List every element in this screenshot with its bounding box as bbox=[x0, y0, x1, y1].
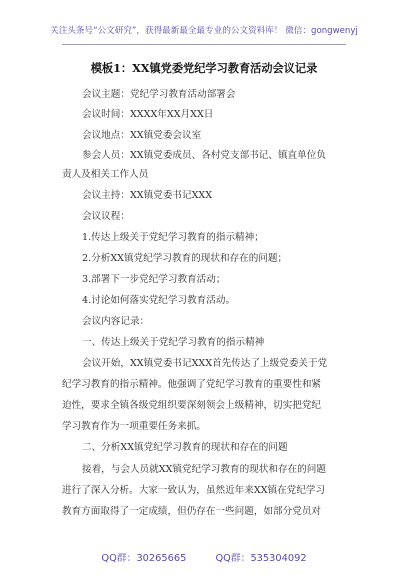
agenda-item-4: 4.讨论如何落实党纪学习教育活动。 bbox=[82, 295, 236, 306]
minutes-heading: 会议内容记录： bbox=[82, 316, 150, 327]
section-1-paragraph-line: 纪学习教育的指示精神。他强调了党纪学习教育的重要性和紧 bbox=[62, 379, 322, 390]
agenda-item-1: 1.传达上级关于党纪学习教育的指示精神； bbox=[82, 232, 264, 243]
document-title: 模板1：XX镇党委党纪学习教育活动会议记录 bbox=[90, 61, 318, 75]
footer-qq-group-1: QQ群：30265665 bbox=[101, 553, 187, 564]
meeting-theme: 会议主题：党纪学习教育活动部署会 bbox=[82, 89, 236, 100]
header-divider bbox=[62, 44, 346, 45]
section-1-paragraph-line: 学习教育作为一项重要任务来抓。 bbox=[62, 421, 206, 432]
attendees-continued: 责人及相关工作人员 bbox=[62, 169, 149, 180]
attendees: 参会人员：XX镇党委成员、各村党支部书记、镇直单位负 bbox=[82, 150, 326, 161]
section-2-paragraph-line: 进行了深入分析。大家一致认为，虽然近年来XX镇在党纪学习 bbox=[62, 485, 326, 496]
header-banner: 关注头条号“公文研究”，获得最新最全最专业的公文资料库！ 微信：gongwenyj bbox=[50, 26, 358, 36]
section-1-paragraph: 会议开始，XX镇党委书记XXX首先传达了上级党委关于党 bbox=[82, 358, 328, 369]
section-2-heading: 二、分析XX镇党纪学习教育的现状和存在的问题 bbox=[82, 442, 288, 453]
section-2-paragraph-line: 教育方面取得了一定成绩，但仍存在一些问题，如部分党员对 bbox=[62, 506, 322, 517]
section-1-heading: 一、传达上级关于党纪学习教育的指示精神 bbox=[82, 337, 265, 348]
footer-qq-group-2: QQ群：535304092 bbox=[215, 553, 307, 564]
meeting-location: 会议地点：XX镇党委会议室 bbox=[82, 130, 202, 141]
section-1-paragraph-line: 迫性，要求全镇各级党组织要深刻领会上级精神，切实把党纪 bbox=[62, 400, 322, 411]
section-2-paragraph: 接着，与会人员就XX镇党纪学习教育的现状和存在的问题 bbox=[82, 464, 326, 475]
agenda-item-3: 3.部署下一步党纪学习教育活动； bbox=[82, 274, 226, 285]
agenda-item-2: 2.分析XX镇党纪学习教育的现状和存在的问题； bbox=[82, 253, 288, 264]
meeting-time: 会议时间：XXXX年XX月XX日 bbox=[82, 109, 214, 120]
footer-contacts bbox=[0, 550, 408, 564]
meeting-host: 会议主持：XX镇党委书记XXX bbox=[82, 190, 213, 201]
agenda-heading: 会议议程： bbox=[82, 211, 130, 222]
